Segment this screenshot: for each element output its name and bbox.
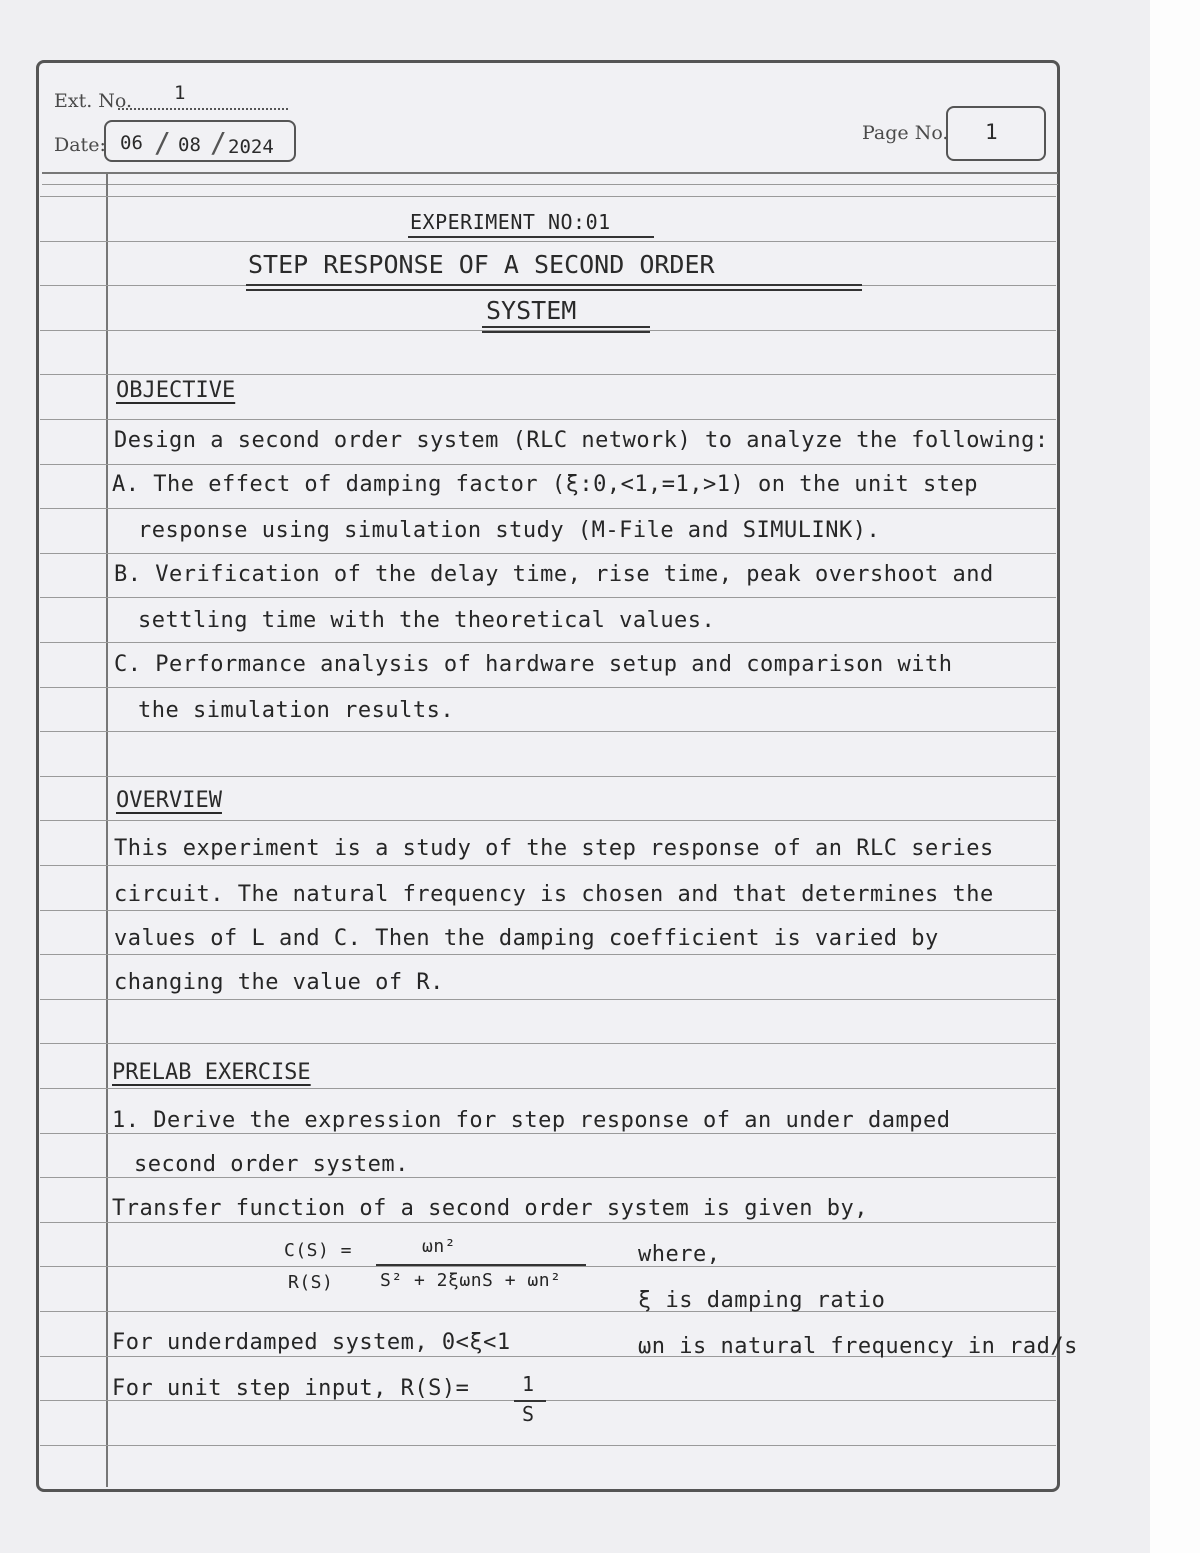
title-underline xyxy=(482,326,650,328)
equation-rhs-denominator: S² + 2ξωnS + ωn² xyxy=(380,1270,562,1291)
ruled-line xyxy=(40,1088,1056,1089)
date-year: 2024 xyxy=(228,136,274,158)
ext-no-dotted-line xyxy=(118,108,288,110)
title-underline xyxy=(246,284,862,286)
title-underline xyxy=(246,289,862,291)
ruled-line xyxy=(40,820,1056,821)
page-title: STEP RESPONSE OF A SECOND ORDER xyxy=(248,250,715,279)
where-damping-ratio: ξ is damping ratio xyxy=(638,1288,886,1313)
ruled-line xyxy=(40,374,1056,375)
prelab-heading: PRELAB EXERCISE xyxy=(112,1060,311,1085)
page-title-line2: SYSTEM xyxy=(486,296,577,325)
overview-line: circuit. The natural frequency is chosen and that determines the xyxy=(114,882,994,907)
overview-heading: OVERVIEW xyxy=(116,788,222,813)
ruled-line xyxy=(40,776,1056,777)
fraction-bar xyxy=(376,1264,586,1266)
ruled-line xyxy=(40,1445,1056,1446)
ruled-line xyxy=(40,597,1056,598)
ruled-line xyxy=(40,508,1056,509)
underdamped-condition: For underdamped system, 0<ξ<1 xyxy=(112,1330,511,1355)
header-separator xyxy=(42,172,1058,174)
ruled-line xyxy=(40,999,1056,1000)
overview-line: This experiment is a study of the step response of an RLC series xyxy=(114,836,994,861)
date-month: 08 xyxy=(178,134,201,156)
prelab-question: second order system. xyxy=(134,1152,409,1177)
ruled-line xyxy=(40,910,1056,911)
equation-lhs-denominator: R(S) xyxy=(288,1272,334,1293)
ruled-line xyxy=(40,1043,1056,1044)
objective-line: C. Performance analysis of hardware setup and comparison with xyxy=(114,652,953,677)
ruled-line xyxy=(40,1177,1056,1178)
ruled-line xyxy=(40,553,1056,554)
page-no-label: Page No. xyxy=(862,122,949,144)
title-underline xyxy=(482,331,650,333)
margin-line xyxy=(106,172,108,1487)
overview-line: values of L and C. Then the damping coefficient is varied by xyxy=(114,926,939,951)
experiment-underline xyxy=(408,236,654,238)
header-separator xyxy=(42,184,1058,185)
ext-no-value: 1 xyxy=(174,82,186,104)
ruled-line xyxy=(40,1133,1056,1134)
overview-line: changing the value of R. xyxy=(114,970,444,995)
page-no-value: 1 xyxy=(985,120,998,144)
ruled-line xyxy=(40,1311,1056,1312)
unit-step-label: For unit step input, R(S)= xyxy=(112,1376,470,1401)
where-natural-frequency: ωn is natural frequency in rad/s xyxy=(638,1334,1078,1359)
experiment-number: EXPERIMENT NO:01 xyxy=(410,210,611,234)
page-edge xyxy=(1150,0,1200,1553)
date-day: 06 xyxy=(120,132,143,154)
ext-no-label: Ext. No. xyxy=(54,90,133,112)
objective-line: response using simulation study (M-File and SIMULINK). xyxy=(138,518,881,543)
ruled-line xyxy=(40,1266,1056,1267)
ruled-line xyxy=(40,954,1056,955)
ruled-line xyxy=(40,241,1056,242)
where-label: where, xyxy=(638,1242,721,1267)
ruled-line xyxy=(40,731,1056,732)
equation-rhs-numerator: ωn² xyxy=(422,1236,457,1257)
transfer-function-intro: Transfer function of a second order system is given by, xyxy=(112,1196,868,1221)
objective-line: B. Verification of the delay time, rise time, peak overshoot and xyxy=(114,562,994,587)
ruled-line xyxy=(40,642,1056,643)
objective-heading: OBJECTIVE xyxy=(116,378,236,403)
ruled-line xyxy=(40,464,1056,465)
ruled-line xyxy=(40,1222,1056,1223)
unit-step-denominator: S xyxy=(522,1402,535,1426)
objective-line: settling time with the theoretical values. xyxy=(138,608,716,633)
prelab-question: 1. Derive the expression for step response of an under damped xyxy=(112,1108,951,1133)
date-label: Date: xyxy=(54,134,106,156)
date-separator: / xyxy=(210,126,227,159)
objective-line: the simulation results. xyxy=(138,698,455,723)
unit-step-numerator: 1 xyxy=(522,1372,535,1396)
objective-line: Design a second order system (RLC network) to analyze the following: xyxy=(114,428,1049,453)
ruled-line xyxy=(40,865,1056,866)
ruled-line xyxy=(40,196,1056,197)
objective-line: A. The effect of damping factor (ξ:0,<1,=1,>1) on the unit step xyxy=(112,472,978,497)
date-separator: / xyxy=(154,126,171,159)
equation-lhs-numerator: C(S) = xyxy=(284,1240,353,1261)
ruled-line xyxy=(40,687,1056,688)
ruled-line xyxy=(40,419,1056,420)
